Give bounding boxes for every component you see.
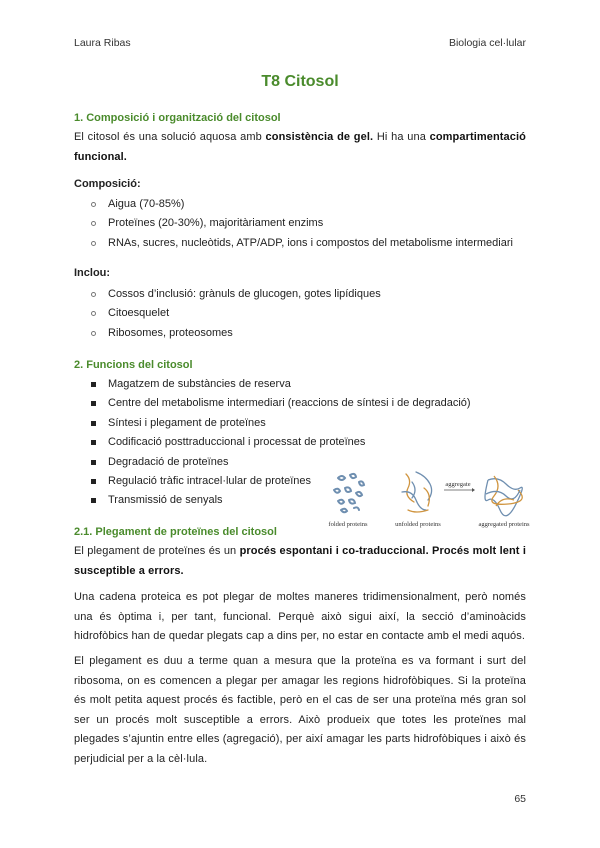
list-item bbox=[74, 285, 381, 304]
inclou-list bbox=[74, 285, 381, 343]
list-item-text: Transmissió de senyals bbox=[108, 494, 223, 507]
text: Hi ha una bbox=[373, 131, 430, 143]
list-item-text: Citoesquelet bbox=[108, 307, 170, 320]
section-2-1-paragraph-3: El plegament es duu a terme quan a mesura que la proteïna es va formant i surt del ribosoma, on es comencen a plegar per amagar les regions hidrofòbiques. Si la proteïna és molt petita aquest procés és factible, però en el cas de ser una proteïna més gran sol ser un procés molt susceptible a errors. Això produeix que totes les proteïnes mal plegades s’ajuntin entre elles (agregació), per així amagar les parts hidrofòbiques i això és perjudicial per a la cèl·lula. bbox=[74, 655, 526, 765]
list-item-text: Centre del metabolisme intermediari (reaccions de síntesi i de degradació) bbox=[108, 397, 471, 410]
section-2-1-paragraph-2: Una cadena proteica es pot plegar de moltes maneres tridimensionalment, però només una és òptima i, per tant, funcional. Perquè això sigui així, la secció d’aminoàcids hidrofòbics han de quedar plegats cap a dins per, no estar en contacte amb el medi aquós. bbox=[74, 591, 526, 643]
square-bullet-icon bbox=[91, 479, 96, 484]
section-2-heading: 2. Funcions del citosol bbox=[74, 359, 193, 371]
list-item-text: Síntesi i plegament de proteïnes bbox=[108, 416, 266, 429]
list-item bbox=[74, 414, 471, 433]
aggregated-proteins-illustration bbox=[485, 476, 522, 516]
page-number: 65 bbox=[514, 793, 526, 805]
page-title: T8 Citosol bbox=[261, 73, 339, 90]
list-item-text: Regulació tràfic intracel·lular de proteïnes bbox=[108, 474, 311, 487]
arrowhead-icon bbox=[472, 488, 475, 492]
text: El citosol és una solució aquosa amb bbox=[74, 131, 266, 143]
list-item bbox=[74, 324, 381, 343]
square-bullet-icon bbox=[91, 440, 96, 445]
composicio-list bbox=[74, 195, 513, 253]
square-bullet-icon bbox=[91, 401, 96, 406]
circle-bullet-icon bbox=[91, 221, 96, 226]
inclou-label: Inclou: bbox=[74, 267, 111, 279]
list-item-text: Proteïnes (20-30%), majoritàriament enzims bbox=[108, 217, 324, 230]
circle-bullet-icon bbox=[91, 292, 96, 297]
section-2-1-heading: 2.1. Plegament de proteïnes del citosol bbox=[74, 526, 277, 538]
bold-text: compartimentació funcional. bbox=[74, 131, 526, 163]
arrow-label: aggregate bbox=[445, 481, 471, 488]
list-item-text: Ribosomes, proteosomes bbox=[108, 326, 233, 339]
list-item-text: Degradació de proteïnes bbox=[108, 455, 229, 468]
list-item-text: Codificació posttraduccional i processat de proteïnes bbox=[108, 436, 366, 449]
list-item bbox=[74, 375, 471, 394]
circle-bullet-icon bbox=[91, 311, 96, 316]
list-item bbox=[74, 394, 471, 413]
header-author: Laura Ribas bbox=[74, 37, 131, 49]
figure-label: unfolded proteins bbox=[395, 521, 441, 528]
figure-label: folded proteins bbox=[328, 521, 368, 528]
unfolded-proteins-illustration bbox=[402, 472, 432, 512]
section-1-heading: 1. Composició i organització del citosol bbox=[74, 112, 281, 124]
list-item-text: Aigua (70-85%) bbox=[108, 198, 185, 210]
section-2-1-paragraph-1 bbox=[74, 542, 526, 581]
circle-bullet-icon bbox=[91, 202, 96, 207]
text: El plegament de proteïnes és un bbox=[74, 545, 240, 557]
circle-bullet-icon bbox=[91, 331, 96, 336]
list-item-text: Cossos d’inclusió: grànuls de glucogen, gotes lipídiques bbox=[108, 288, 381, 300]
list-item-text: Magatzem de substàncies de reserva bbox=[108, 378, 291, 390]
protein-folding-figure bbox=[326, 466, 540, 532]
composicio-label: Composició: bbox=[74, 178, 141, 190]
figure-label: aggregated proteins bbox=[478, 521, 530, 528]
square-bullet-icon bbox=[91, 421, 96, 426]
list-item bbox=[74, 234, 513, 253]
list-item-text: RNAs, sucres, nucleòtids, ATP/ADP, ions i compostos del metabolisme intermediari bbox=[108, 236, 513, 249]
bold-text: procés espontani i co-traduccional. Procés molt lent i susceptible a errors. bbox=[74, 545, 526, 577]
section-1-paragraph bbox=[74, 128, 526, 167]
header-subject: Biologia cel·lular bbox=[448, 37, 526, 49]
square-bullet-icon bbox=[91, 460, 96, 465]
circle-bullet-icon bbox=[91, 241, 96, 246]
list-item bbox=[74, 304, 381, 323]
list-item bbox=[74, 214, 513, 233]
list-item bbox=[74, 433, 471, 452]
list-item bbox=[74, 195, 513, 214]
square-bullet-icon bbox=[91, 382, 96, 387]
folded-proteins-illustration bbox=[334, 474, 364, 512]
square-bullet-icon bbox=[91, 498, 96, 503]
bold-text: consistència de gel. bbox=[265, 131, 374, 143]
